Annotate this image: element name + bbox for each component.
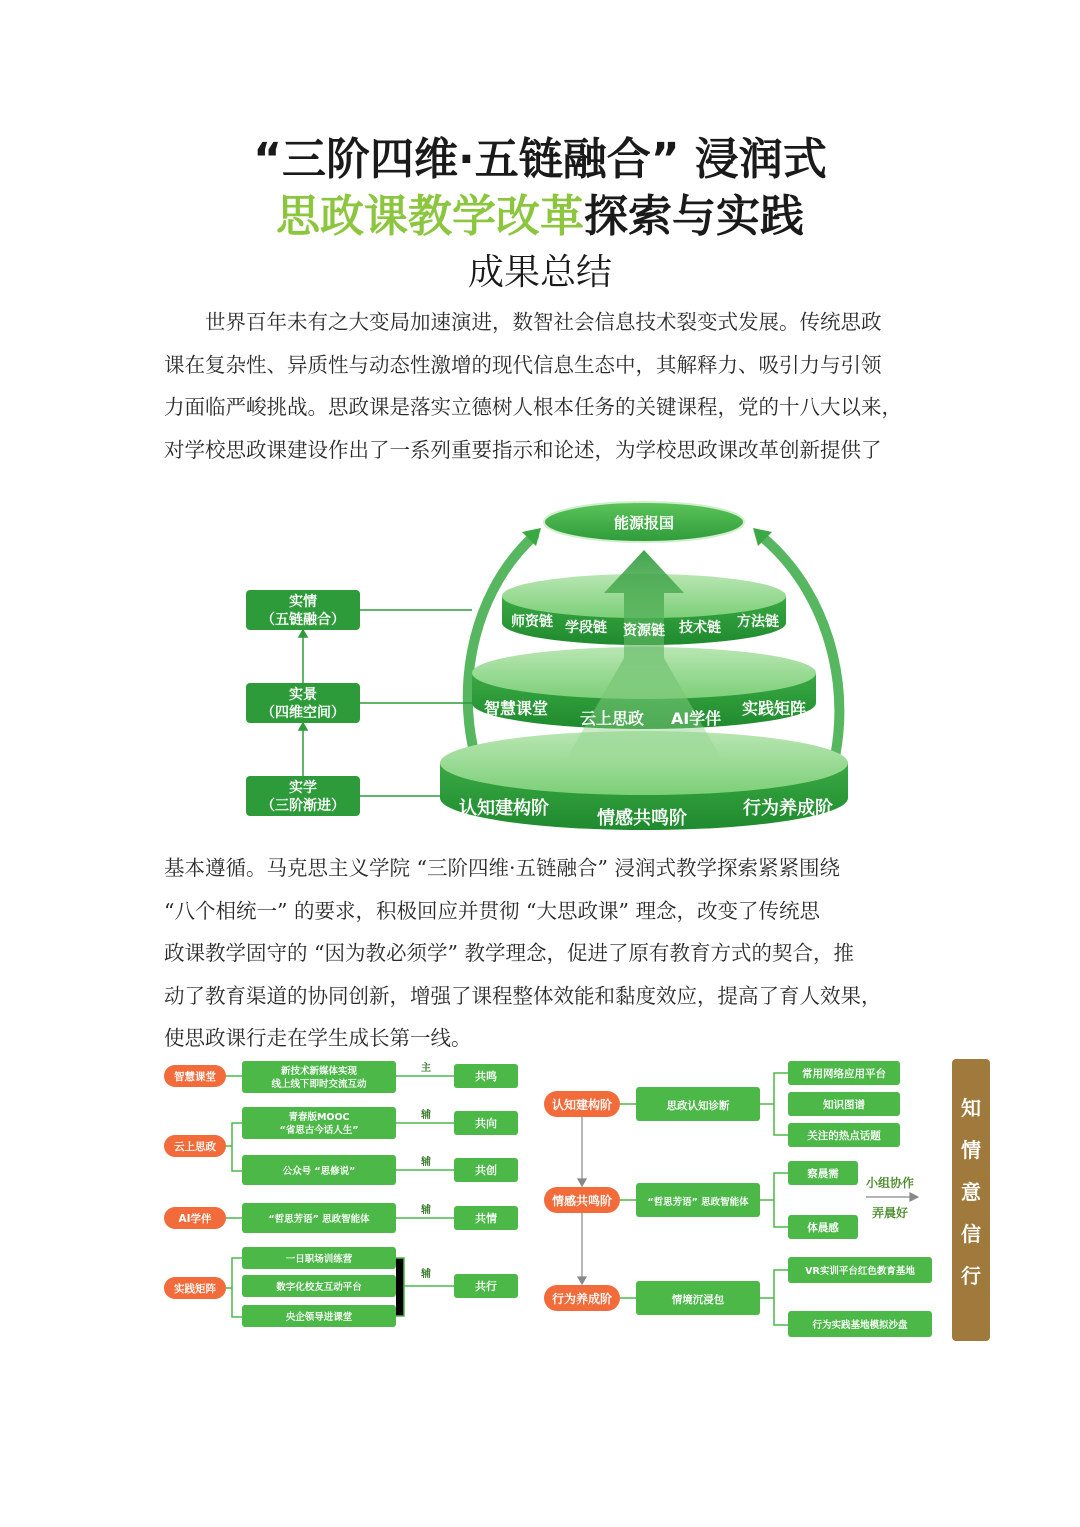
stage-tag: 情感共鸣阶 [551, 1194, 613, 1208]
tier1-label: 技术链 [679, 620, 721, 636]
co-box: 共情 [475, 1212, 497, 1225]
side-column-char: 意 [961, 1180, 981, 1204]
para-line: 动了教育渠道的协同创新，增强了课程整体效能和黏度效应，提高了育人效果， [164, 983, 882, 1008]
title-green-part: 思政课教学改革 [276, 191, 584, 242]
tier2-label: 实践矩阵 [741, 699, 807, 718]
mid-item: 线上线下即时交流互动 [271, 1079, 367, 1090]
tier3-label: 认知建构阶 [459, 798, 549, 819]
collab-text: 弄晨好 [871, 1206, 909, 1220]
tier1-label: 学段链 [565, 620, 607, 636]
right-item: 体晨感 [807, 1222, 839, 1234]
stage-tag: 认知建构阶 [551, 1098, 613, 1112]
tier2-label: 智慧课堂 [483, 699, 549, 718]
paragraph-1 [164, 301, 918, 471]
para-line: “八个相统一” 的要求，积极回应并贯彻 “大思政课” 理念，改变了传统思 [164, 898, 820, 923]
right-item: 行为实践基地模拟沙盘 [812, 1320, 908, 1331]
side-box-label: 实学 [289, 780, 317, 796]
right-item: 常用网络应用平台 [802, 1068, 886, 1080]
pyramid-diagram [236, 498, 856, 833]
tier3-label: 情感共鸣阶 [597, 808, 687, 829]
subtitle: 成果总结 [467, 252, 612, 293]
co-box: 共创 [475, 1164, 497, 1177]
role-label: 辅 [421, 1205, 431, 1216]
role-label: 辅 [421, 1110, 431, 1121]
stage-item: 情境沉浸包 [671, 1294, 725, 1306]
side-column-char: 行 [961, 1264, 981, 1288]
main-title-line1: “三阶四维·五链融合” 浸润式 [253, 134, 827, 185]
paragraph-2 [164, 847, 918, 1060]
para-line: 世界百年未有之大变局加速演进，数智社会信息技术裂变式发展。传统思政 [164, 310, 882, 334]
co-box: 共鸣 [475, 1070, 497, 1083]
main-title-line2 [0, 190, 1080, 244]
para-line: 对学校思政课建设作出了一系列重要指示和论述，为学校思政课改革创新提供了 [164, 437, 882, 462]
side-column-char: 知 [961, 1096, 981, 1120]
para-line: 力面临严峻挑战。思政课是落实立德树人根本任务的关键课程，党的十八大以来， [164, 395, 902, 419]
para-line: 使思政课行走在学生成长第一线。 [164, 1026, 472, 1050]
mid-item: 青春版MOOC [288, 1112, 350, 1123]
collab-text: 小组协作 [865, 1176, 915, 1190]
mid-item: “哲思芳语” 思政智能体 [268, 1214, 370, 1225]
side-box-label: （三阶渐进） [261, 798, 345, 814]
right-item: 关注的热点话题 [807, 1130, 881, 1142]
tier2-label: AI学伴 [670, 709, 722, 728]
side-box-label: 实情 [289, 594, 317, 610]
mid-item: 一日职场训练营 [285, 1254, 353, 1265]
side-column-char: 情 [961, 1138, 981, 1162]
right-item: 知识图谱 [823, 1099, 865, 1111]
para-line: 课在复杂性、异质性与动态性激增的现代信息生态中，其解释力、吸引力与引领 [164, 352, 882, 377]
left-tag: 智慧课堂 [174, 1071, 216, 1083]
mid-item: 央企领导进课堂 [285, 1312, 353, 1323]
side-box-label: 实景 [289, 687, 317, 703]
mid-item: 公众号 “思修说” [282, 1166, 356, 1177]
co-box: 共向 [475, 1117, 497, 1130]
tier2-label: 云上思政 [579, 709, 645, 728]
para-line: 政课教学固守的 “因为教必须学” 教学理念，促进了原有教育方式的契合，推 [164, 941, 854, 965]
flow-diagram [160, 1055, 1000, 1345]
tier1-label: 师资链 [511, 614, 553, 630]
side-box-label: （五链融合） [261, 612, 345, 628]
left-tag: 云上思政 [174, 1141, 216, 1153]
tier3-label: 行为养成阶 [743, 798, 833, 819]
para-line: 基本遵循。马克思主义学院 “三阶四维·五链融合” 浸润式教学探索紧紧围绕 [164, 856, 841, 880]
side-box-label: （四维空间） [261, 705, 345, 721]
stage-tag: 行为养成阶 [551, 1292, 613, 1306]
tier1-label: 资源链 [623, 623, 665, 639]
mid-item: “省思古今话人生” [279, 1125, 359, 1136]
side-column-char: 信 [961, 1222, 981, 1246]
role-label: 辅 [421, 1157, 431, 1168]
right-item: VR实训平台红色教育基地 [805, 1266, 915, 1277]
role-label: 主 [421, 1063, 431, 1074]
left-tag: AI学伴 [178, 1213, 212, 1225]
left-tag: 实践矩阵 [174, 1283, 216, 1295]
stage-item: “哲思芳语” 思政智能体 [647, 1197, 749, 1208]
pyramid-top-label: 能源报国 [613, 514, 675, 532]
role-label: 辅 [421, 1269, 431, 1280]
mid-item: 数字化校友互动平台 [276, 1282, 362, 1293]
tier1-label: 方法链 [737, 614, 779, 630]
stage-item: 思政认知诊断 [666, 1100, 730, 1112]
mid-item: 新技术新媒体实现 [280, 1066, 358, 1077]
co-box: 共行 [475, 1280, 497, 1293]
title-black-part: 探索与实践 [584, 191, 804, 242]
right-item: 察晨需 [807, 1168, 839, 1180]
